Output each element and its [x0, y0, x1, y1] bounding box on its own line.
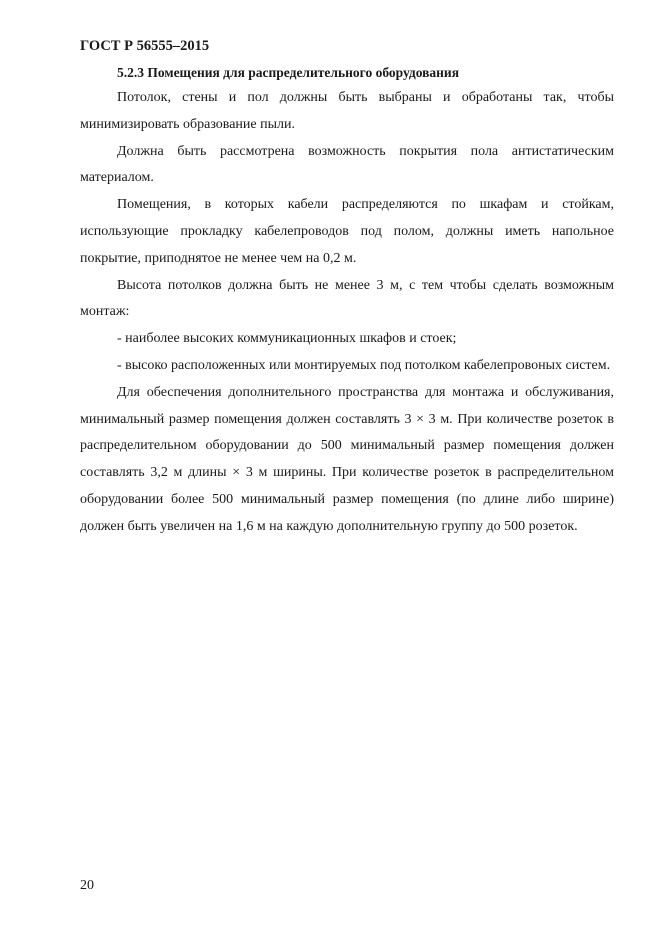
list-item-cable-systems: - высоко расположенных или монтируемых под потолком кабелепровоных систем.	[117, 357, 611, 373]
paragraph-room-size: Для обеспечения дополнительного пространства для монтажа и обслуживания, минимальный размер помещения должен составлять 3 × 3 м. При количестве розеток в распределительном оборудовании до 500 минимальный размер помещения должен составлять 3,2 м длины × 3 м ширины. При количестве розеток в распределительном оборудовании более 500 минимальный размер помещения (по длине либо ширине) должен быть увеличен на 1,6 м на каждую дополнительную группу до 500 розеток.	[80, 384, 614, 534]
paragraph-raised-floor: Помещения, в которых кабели распределяются по шкафам и стойкам, использующие прокладку кабелепроводов под полом, должны иметь напольное покрытие, приподнятое не менее чем на 0,2 м.	[80, 197, 614, 266]
paragraph-dust: Потолок, стены и пол должны быть выбраны и обработаны так, чтобы минимизировать образование пыли.	[80, 90, 614, 132]
document-header: ГОСТ Р 56555–2015	[80, 38, 210, 54]
paragraph-antistatic: Должна быть рассмотрена возможность покрытия пола антистатическим материалом.	[80, 143, 614, 186]
list-item-cabinets: - наиболее высоких коммуникационных шкафов и стоек;	[117, 331, 457, 347]
document-body	[80, 62, 614, 541]
paragraph-ceiling-height: Высота потолков должна быть не менее 3 м, с тем чтобы сделать возможным монтаж:	[80, 277, 614, 320]
section-title: 5.2.3 Помещения для распределительного оборудования	[117, 65, 460, 80]
page-number: 20	[80, 878, 94, 893]
